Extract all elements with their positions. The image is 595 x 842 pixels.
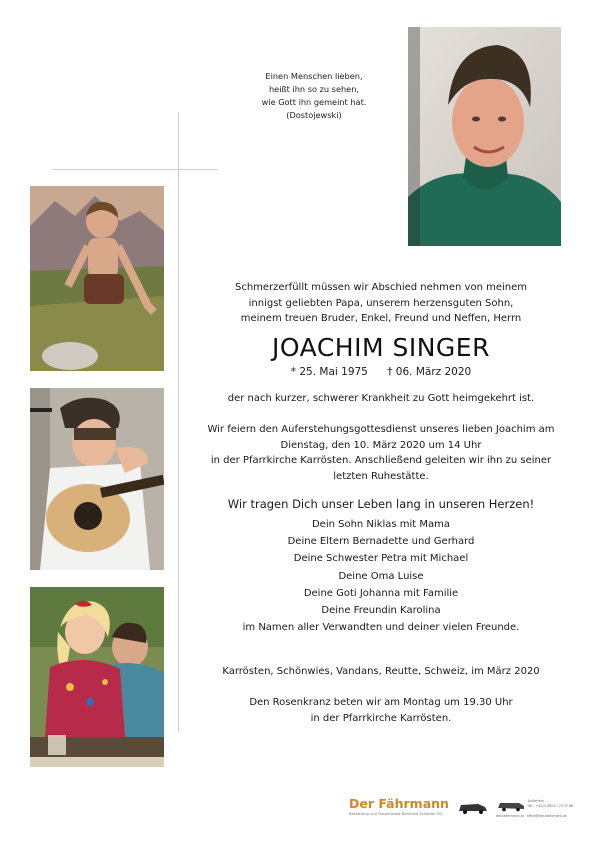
- funeral-home-tagline: Bestattung und Trauerrituale Bernhard Schöpfer OG: [349, 812, 443, 816]
- death-date: † 06. März 2020: [387, 366, 472, 378]
- photo-couple: [30, 587, 164, 767]
- quote-block: [234, 70, 394, 122]
- rosary-line: Den Rosenkranz beten wir am Montag um 19.30 Uhr: [249, 697, 513, 708]
- service-line: in der Pfarrkirche Karrösten. Anschließend geleiten wir ihn zu seiner: [210, 455, 552, 466]
- motto-text: Wir tragen Dich unser Leben lang in unseren Herzen!: [227, 497, 535, 511]
- birth-date: * 25. Mai 1975: [290, 366, 368, 378]
- mourner-line: Deine Freundin Karolina: [321, 605, 441, 617]
- intro-line: innigst geliebten Papa, unserem herzensguten Sohn,: [248, 297, 514, 309]
- rosary-line: in der Pfarrkirche Karrösten.: [310, 712, 452, 724]
- portrait-photo: [408, 27, 561, 246]
- service-line: letzten Ruhestätte.: [333, 470, 429, 482]
- contact-line: Außerfern: [528, 799, 544, 803]
- cross-horizontal-line: [52, 169, 218, 170]
- mourner-line: Deine Goti Johanna mit Familie: [303, 587, 459, 599]
- service-text: [206, 422, 556, 484]
- hearse-icon: [497, 800, 525, 812]
- service-line: Dienstag, den 10. März 2020 um 14 Uhr: [280, 439, 482, 451]
- mourner-line: Dein Sohn Niklas mit Mama: [311, 519, 451, 530]
- quote-author: (Dostojewski): [286, 110, 342, 120]
- contact-line: Tel.: +43 (0)5672 / 73 77 88: [528, 804, 574, 808]
- intro-line: Schmerzerfüllt müssen wir Abschied nehmen von meinem: [234, 282, 528, 293]
- mourner-line: Deine Oma Luise: [338, 570, 424, 582]
- funeral-home-logo: Der Fährmann: [349, 796, 449, 811]
- photo-child-mountains: [30, 186, 164, 371]
- intro-text: [206, 280, 556, 327]
- photo-child-guitar: [30, 388, 164, 570]
- service-line: Wir feiern den Auferstehungsgottesdienst unseres lieben Joachim am: [207, 424, 555, 435]
- mourners-list: [206, 516, 556, 636]
- intro-line: meinem treuen Bruder, Enkel, Freund und Neffen, Herrn: [240, 313, 522, 324]
- quote-line: Einen Menschen lieben,: [265, 71, 363, 81]
- mourner-line: Deine Eltern Bernadette und Gerhard: [287, 536, 475, 548]
- life-dates: [206, 366, 556, 378]
- funeral-home-website: der-faehrmann.at · office@der-faehrmann.at: [496, 814, 567, 818]
- quote-line: heißt ihn so zu sehen,: [268, 84, 359, 94]
- passing-text: der nach kurzer, schwerer Krankheit zu Gott heimgekehrt ist.: [227, 393, 535, 404]
- deceased-name: JOACHIM SINGER: [272, 333, 490, 362]
- cross-vertical-line: [178, 112, 179, 732]
- mourner-line: Deine Schwester Petra mit Michael: [293, 553, 469, 565]
- quote-line: wie Gott ihn gemeint hat.: [261, 97, 367, 107]
- funeral-home-contact: [528, 799, 573, 809]
- place-date-text: Karrösten, Schönwies, Vandans, Reutte, Schweiz, im März 2020: [222, 666, 540, 677]
- hearse-icon: [458, 800, 488, 815]
- rosary-text: [206, 695, 556, 726]
- mourner-line: im Namen aller Verwandten und deiner vielen Freunde.: [242, 622, 520, 634]
